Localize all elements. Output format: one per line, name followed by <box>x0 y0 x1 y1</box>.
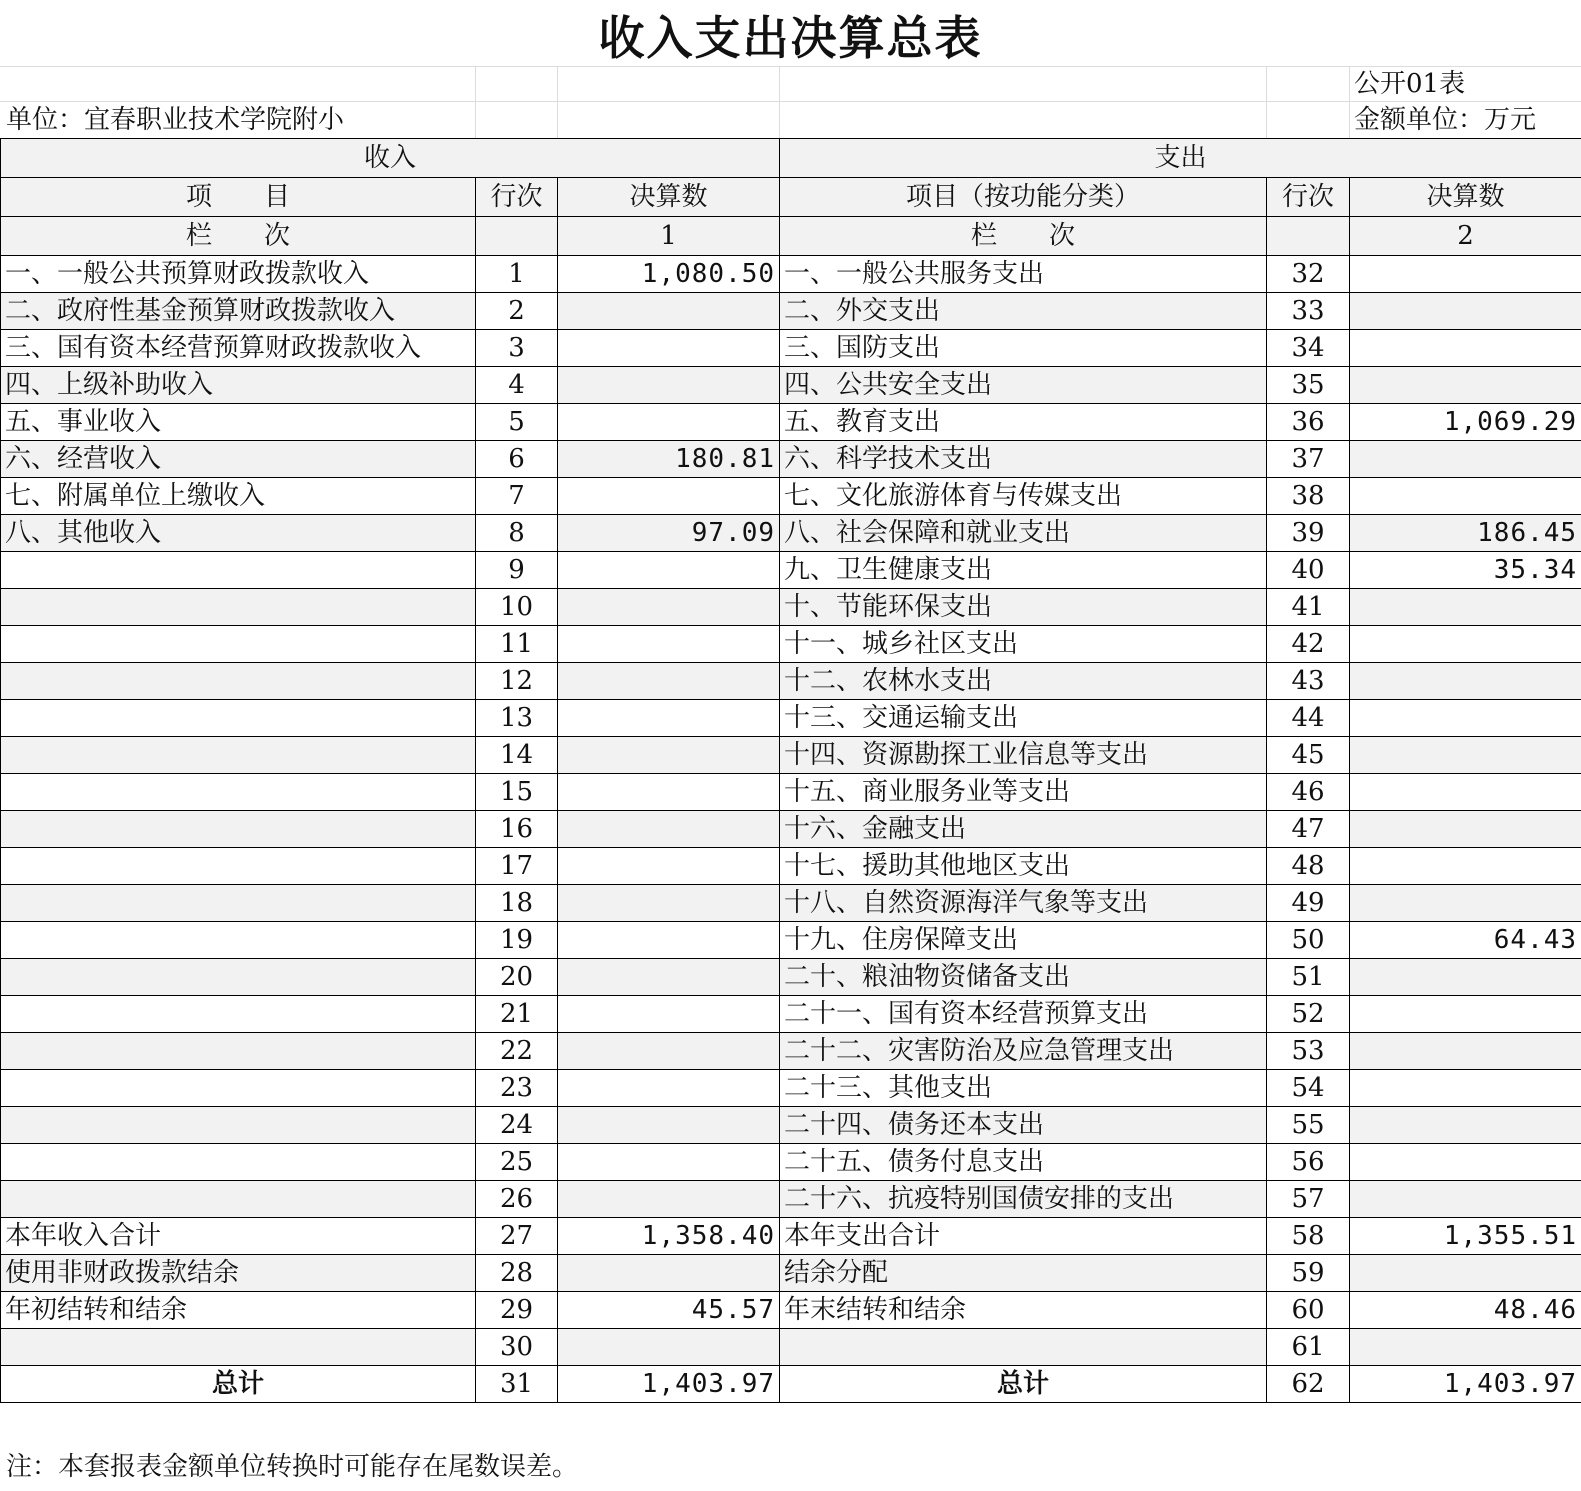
expense-amount-cell: 64.43 <box>1350 922 1581 959</box>
expense-amount-cell <box>1350 1070 1581 1107</box>
section-header-row <box>1 139 1581 178</box>
expense-item-cell: 二十一、国有资本经营预算支出 <box>780 996 1267 1033</box>
expense-amount-cell <box>1350 1329 1581 1366</box>
expense-item-cell: 十八、自然资源海洋气象等支出 <box>780 885 1267 922</box>
expense-amount-cell <box>1350 1033 1581 1070</box>
expense-amount-cell <box>1350 848 1581 885</box>
income-amount-cell <box>558 774 780 811</box>
expense-item-cell: 五、教育支出 <box>780 404 1267 441</box>
income-rowno-cell: 11 <box>476 626 558 663</box>
income-amount-cell <box>558 552 780 589</box>
expense-lanci-blank <box>1267 217 1350 256</box>
expense-amount-cell: 1,355.51 <box>1350 1218 1581 1255</box>
income-rowno-cell: 23 <box>476 1070 558 1107</box>
income-rowno-cell: 28 <box>476 1255 558 1292</box>
expense-rowno-cell: 36 <box>1267 404 1350 441</box>
expense-rowno-cell: 34 <box>1267 330 1350 367</box>
expense-amount-cell <box>1350 626 1581 663</box>
income-amount-cell <box>558 700 780 737</box>
expense-amount-cell: 1,069.29 <box>1350 404 1581 441</box>
table-row <box>1 589 1581 626</box>
expense-amount-cell: 35.34 <box>1350 552 1581 589</box>
expense-amount-cell <box>1350 441 1581 478</box>
income-amount-cell <box>558 293 780 330</box>
expense-amount-cell <box>1350 293 1581 330</box>
expense-rowno-cell: 43 <box>1267 663 1350 700</box>
expense-rowno-cell: 49 <box>1267 885 1350 922</box>
expense-item-cell: 总计 <box>780 1366 1267 1403</box>
income-amount-cell <box>558 1107 780 1144</box>
income-rowno-header: 行次 <box>476 178 558 217</box>
income-rowno-cell: 4 <box>476 367 558 404</box>
table-row <box>1 1292 1581 1329</box>
income-item-cell <box>1 1181 476 1218</box>
table-row <box>1 774 1581 811</box>
expense-amount-cell <box>1350 1181 1581 1218</box>
income-rowno-cell: 21 <box>476 996 558 1033</box>
income-rowno-cell: 25 <box>476 1144 558 1181</box>
income-rowno-cell: 18 <box>476 885 558 922</box>
expense-amount-cell <box>1350 1107 1581 1144</box>
income-rowno-cell: 5 <box>476 404 558 441</box>
expense-item-cell: 十一、城乡社区支出 <box>780 626 1267 663</box>
expense-section-header: 支出 <box>780 139 1581 178</box>
expense-rowno-cell: 54 <box>1267 1070 1350 1107</box>
expense-amount-cell <box>1350 367 1581 404</box>
income-amount-cell <box>558 478 780 515</box>
expense-rowno-cell: 46 <box>1267 774 1350 811</box>
table-row <box>1 1033 1581 1070</box>
expense-rowno-cell: 42 <box>1267 626 1350 663</box>
income-item-cell: 一、一般公共预算财政拨款收入 <box>1 256 476 293</box>
income-amount-cell <box>558 848 780 885</box>
income-item-cell <box>1 663 476 700</box>
expense-rowno-cell: 61 <box>1267 1329 1350 1366</box>
expense-rowno-cell: 53 <box>1267 1033 1350 1070</box>
expense-amount-cell <box>1350 811 1581 848</box>
income-rowno-cell: 3 <box>476 330 558 367</box>
income-item-cell: 使用非财政拨款结余 <box>1 1255 476 1292</box>
expense-item-cell: 二十五、债务付息支出 <box>780 1144 1267 1181</box>
expense-rowno-cell: 32 <box>1267 256 1350 293</box>
income-rowno-cell: 20 <box>476 959 558 996</box>
income-rowno-cell: 10 <box>476 589 558 626</box>
income-rowno-cell: 17 <box>476 848 558 885</box>
income-amount-cell: 1,080.50 <box>558 256 780 293</box>
income-item-cell: 年初结转和结余 <box>1 1292 476 1329</box>
income-amount-cell <box>558 1181 780 1218</box>
expense-rowno-cell: 55 <box>1267 1107 1350 1144</box>
income-amount-cell <box>558 404 780 441</box>
income-rowno-cell: 30 <box>476 1329 558 1366</box>
income-item-cell <box>1 1107 476 1144</box>
table-row <box>1 256 1581 293</box>
expense-item-cell: 十四、资源勘探工业信息等支出 <box>780 737 1267 774</box>
income-amount-cell <box>558 959 780 996</box>
table-row <box>1 293 1581 330</box>
expense-amount-cell <box>1350 330 1581 367</box>
expense-amount-cell <box>1350 700 1581 737</box>
income-rowno-cell: 2 <box>476 293 558 330</box>
column-header-row <box>1 178 1581 217</box>
income-item-cell: 本年收入合计 <box>1 1218 476 1255</box>
expense-rowno-cell: 40 <box>1267 552 1350 589</box>
expense-item-cell: 十三、交通运输支出 <box>780 700 1267 737</box>
expense-amount-cell <box>1350 737 1581 774</box>
income-amount-cell: 1,403.97 <box>558 1366 780 1403</box>
expense-item-cell: 一、一般公共服务支出 <box>780 256 1267 293</box>
income-amount-cell <box>558 996 780 1033</box>
income-rowno-cell: 1 <box>476 256 558 293</box>
expense-rowno-cell: 41 <box>1267 589 1350 626</box>
income-amount-cell <box>558 626 780 663</box>
expense-amount-cell: 48.46 <box>1350 1292 1581 1329</box>
income-expense-table <box>0 138 1581 1403</box>
income-amount-cell: 97.09 <box>558 515 780 552</box>
expense-rowno-cell: 33 <box>1267 293 1350 330</box>
income-amount-cell <box>558 589 780 626</box>
income-item-cell <box>1 774 476 811</box>
income-amount-header: 决算数 <box>558 178 780 217</box>
income-rowno-cell: 14 <box>476 737 558 774</box>
table-row <box>1 848 1581 885</box>
expense-item-cell: 二十二、灾害防治及应急管理支出 <box>780 1033 1267 1070</box>
expense-amount-cell <box>1350 996 1581 1033</box>
expense-item-cell <box>780 1329 1267 1366</box>
income-amount-cell: 1,358.40 <box>558 1218 780 1255</box>
income-rowno-cell: 31 <box>476 1366 558 1403</box>
expense-rowno-cell: 39 <box>1267 515 1350 552</box>
income-amount-cell <box>558 1255 780 1292</box>
expense-rowno-cell: 35 <box>1267 367 1350 404</box>
expense-rowno-cell: 47 <box>1267 811 1350 848</box>
table-row <box>1 959 1581 996</box>
expense-amount-cell <box>1350 589 1581 626</box>
table-row <box>1 700 1581 737</box>
expense-item-cell: 二十、粮油物资储备支出 <box>780 959 1267 996</box>
expense-item-cell: 十五、商业服务业等支出 <box>780 774 1267 811</box>
expense-item-cell: 十六、金融支出 <box>780 811 1267 848</box>
expense-amount-cell <box>1350 663 1581 700</box>
income-lanci-blank <box>476 217 558 256</box>
table-row <box>1 1107 1581 1144</box>
income-amount-cell <box>558 922 780 959</box>
expense-rowno-cell: 38 <box>1267 478 1350 515</box>
expense-amount-cell <box>1350 774 1581 811</box>
income-section-header: 收入 <box>1 139 780 178</box>
income-rowno-cell: 24 <box>476 1107 558 1144</box>
column-index-row <box>1 217 1581 256</box>
table-row <box>1 404 1581 441</box>
income-amount-cell <box>558 1033 780 1070</box>
expense-amount-cell: 1,403.97 <box>1350 1366 1581 1403</box>
report-title: 收入支出决算总表 <box>598 11 983 65</box>
expense-amount-cell <box>1350 478 1581 515</box>
table-row <box>1 441 1581 478</box>
table-row <box>1 922 1581 959</box>
expense-rowno-header: 行次 <box>1267 178 1350 217</box>
expense-rowno-cell: 37 <box>1267 441 1350 478</box>
expense-rowno-cell: 56 <box>1267 1144 1350 1181</box>
expense-item-cell: 八、社会保障和就业支出 <box>780 515 1267 552</box>
income-amount-cell <box>558 330 780 367</box>
income-amount-cell: 180.81 <box>558 441 780 478</box>
income-rowno-cell: 9 <box>476 552 558 589</box>
income-item-cell <box>1 626 476 663</box>
expense-item-cell: 二十六、抗疫特别国债安排的支出 <box>780 1181 1267 1218</box>
table-row <box>1 330 1581 367</box>
income-item-cell <box>1 700 476 737</box>
income-rowno-cell: 13 <box>476 700 558 737</box>
expense-rowno-cell: 48 <box>1267 848 1350 885</box>
footnote: 注：本套报表金额单位转换时可能存在尾数误差。 <box>6 1452 579 1482</box>
expense-amount-cell <box>1350 256 1581 293</box>
income-amount-cell <box>558 663 780 700</box>
income-amount-cell <box>558 1144 780 1181</box>
expense-rowno-cell: 57 <box>1267 1181 1350 1218</box>
table-row <box>1 1070 1581 1107</box>
income-item-cell <box>1 811 476 848</box>
expense-amount-cell: 186.45 <box>1350 515 1581 552</box>
reporting-unit: 单位：宜春职业技术学院附小 <box>6 105 345 135</box>
expense-item-cell: 年末结转和结余 <box>780 1292 1267 1329</box>
income-item-cell <box>1 922 476 959</box>
table-row <box>1 1255 1581 1292</box>
income-lanci-label: 栏 次 <box>1 217 476 256</box>
income-amount-cell <box>558 1070 780 1107</box>
expense-item-cell: 七、文化旅游体育与传媒支出 <box>780 478 1267 515</box>
expense-rowno-cell: 51 <box>1267 959 1350 996</box>
income-item-cell <box>1 1144 476 1181</box>
expense-lanci-label: 栏 次 <box>780 217 1267 256</box>
income-amount-cell <box>558 811 780 848</box>
expense-amount-cell <box>1350 1144 1581 1181</box>
table-row <box>1 367 1581 404</box>
expense-rowno-cell: 44 <box>1267 700 1350 737</box>
income-item-cell <box>1 959 476 996</box>
income-item-cell: 四、上级补助收入 <box>1 367 476 404</box>
income-item-cell: 总计 <box>1 1366 476 1403</box>
income-item-cell <box>1 1329 476 1366</box>
table-row <box>1 1218 1581 1255</box>
income-item-cell <box>1 996 476 1033</box>
expense-item-header: 项目（按功能分类） <box>780 178 1267 217</box>
amount-unit: 金额单位：万元 <box>1354 105 1537 135</box>
income-rowno-cell: 29 <box>476 1292 558 1329</box>
income-item-header: 项 目 <box>1 178 476 217</box>
income-item-cell <box>1 848 476 885</box>
form-number: 公开01表 <box>1354 69 1466 99</box>
income-amount-cell <box>558 1329 780 1366</box>
income-item-cell: 二、政府性基金预算财政拨款收入 <box>1 293 476 330</box>
table-row <box>1 1329 1581 1366</box>
table-row <box>1 478 1581 515</box>
expense-item-cell: 十二、农林水支出 <box>780 663 1267 700</box>
income-item-cell <box>1 589 476 626</box>
income-item-cell: 六、经营收入 <box>1 441 476 478</box>
expense-rowno-cell: 62 <box>1267 1366 1350 1403</box>
income-item-cell <box>1 885 476 922</box>
table-row <box>1 663 1581 700</box>
income-item-cell: 八、其他收入 <box>1 515 476 552</box>
income-rowno-cell: 19 <box>476 922 558 959</box>
expense-rowno-cell: 52 <box>1267 996 1350 1033</box>
expense-rowno-cell: 45 <box>1267 737 1350 774</box>
table-row <box>1 1144 1581 1181</box>
table-row <box>1 737 1581 774</box>
income-rowno-cell: 8 <box>476 515 558 552</box>
income-rowno-cell: 26 <box>476 1181 558 1218</box>
expense-amount-cell <box>1350 959 1581 996</box>
expense-item-cell: 四、公共安全支出 <box>780 367 1267 404</box>
expense-item-cell: 六、科学技术支出 <box>780 441 1267 478</box>
income-amount-cell: 45.57 <box>558 1292 780 1329</box>
expense-item-cell: 二、外交支出 <box>780 293 1267 330</box>
income-item-cell <box>1 737 476 774</box>
income-item-cell <box>1 1033 476 1070</box>
table-row <box>1 626 1581 663</box>
income-col-index: 1 <box>558 217 780 256</box>
income-rowno-cell: 6 <box>476 441 558 478</box>
table-row <box>1 811 1581 848</box>
table-row <box>1 885 1581 922</box>
expense-item-cell: 十九、住房保障支出 <box>780 922 1267 959</box>
table-row <box>1 552 1581 589</box>
income-item-cell: 五、事业收入 <box>1 404 476 441</box>
expense-rowno-cell: 50 <box>1267 922 1350 959</box>
income-item-cell <box>1 552 476 589</box>
income-rowno-cell: 7 <box>476 478 558 515</box>
expense-rowno-cell: 59 <box>1267 1255 1350 1292</box>
income-amount-cell <box>558 885 780 922</box>
table-row <box>1 1366 1581 1403</box>
expense-item-cell: 九、卫生健康支出 <box>780 552 1267 589</box>
expense-item-cell: 二十三、其他支出 <box>780 1070 1267 1107</box>
expense-rowno-cell: 58 <box>1267 1218 1350 1255</box>
expense-item-cell: 二十四、债务还本支出 <box>780 1107 1267 1144</box>
income-rowno-cell: 27 <box>476 1218 558 1255</box>
expense-item-cell: 本年支出合计 <box>780 1218 1267 1255</box>
expense-amount-header: 决算数 <box>1350 178 1581 217</box>
table-row <box>1 1181 1581 1218</box>
expense-rowno-cell: 60 <box>1267 1292 1350 1329</box>
table-row <box>1 515 1581 552</box>
expense-amount-cell <box>1350 885 1581 922</box>
income-amount-cell <box>558 367 780 404</box>
expense-item-cell: 十七、援助其他地区支出 <box>780 848 1267 885</box>
expense-amount-cell <box>1350 1255 1581 1292</box>
income-item-cell <box>1 1070 476 1107</box>
income-rowno-cell: 15 <box>476 774 558 811</box>
income-rowno-cell: 22 <box>476 1033 558 1070</box>
expense-col-index: 2 <box>1350 217 1581 256</box>
expense-item-cell: 十、节能环保支出 <box>780 589 1267 626</box>
income-item-cell: 七、附属单位上缴收入 <box>1 478 476 515</box>
income-rowno-cell: 16 <box>476 811 558 848</box>
expense-item-cell: 三、国防支出 <box>780 330 1267 367</box>
income-amount-cell <box>558 737 780 774</box>
table-row <box>1 996 1581 1033</box>
expense-item-cell: 结余分配 <box>780 1255 1267 1292</box>
income-rowno-cell: 12 <box>476 663 558 700</box>
income-item-cell: 三、国有资本经营预算财政拨款收入 <box>1 330 476 367</box>
